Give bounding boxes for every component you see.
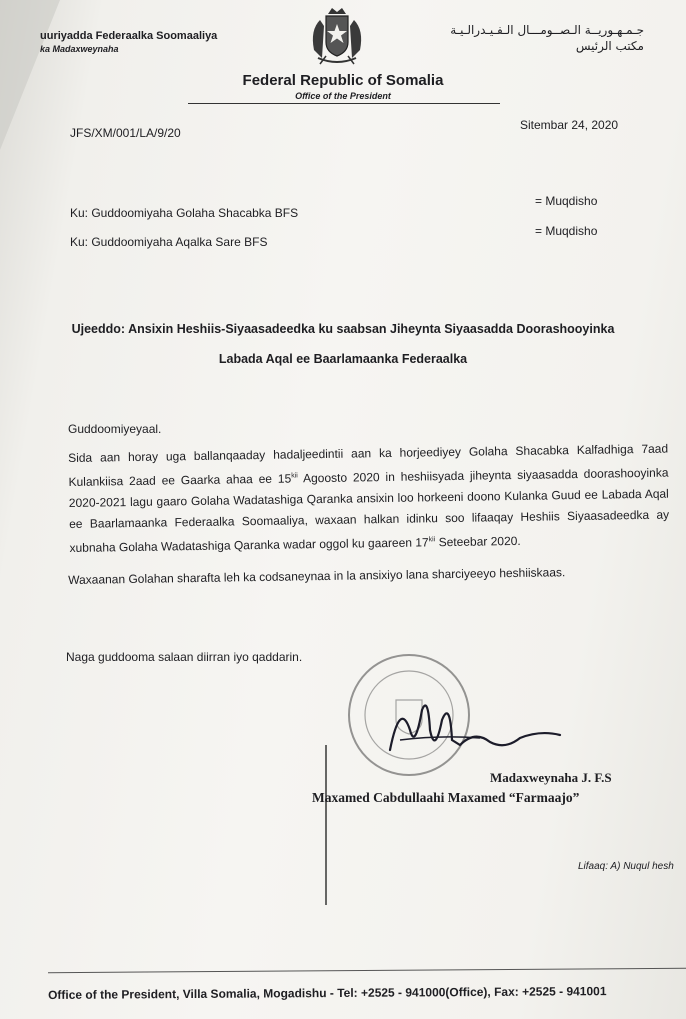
- letterhead-arabic: [450, 22, 644, 54]
- letterhead-rule: [188, 103, 500, 104]
- footer-contact: Office of the President, Villa Somalia, Mogadishu - Tel: +2525 - 941000(Office), Fax: +2525 - 941001: [48, 984, 607, 1002]
- letterhead-arabic-line2: مكتب الرئيس: [575, 39, 644, 53]
- attachment-note: Lifaaq: A) Nuqul hesh: [578, 861, 674, 872]
- staple-mark: [325, 745, 327, 905]
- body-paragraph-2: Waxaanan Golahan sharafta leh ka codsaneynaa in la ansixiyo lana sharciyeeyo heshiiskaas.: [68, 565, 566, 587]
- recipient-1: Ku: Guddoomiyaha Golaha Shacabka BFS: [70, 206, 299, 220]
- letterhead-somali: [40, 30, 217, 56]
- closing-line: Naga guddooma salaan diirran iyo qaddarin.: [66, 650, 303, 664]
- recipient-1-city: = Muqdisho: [535, 194, 598, 208]
- paragraph-1-part-a: Sida aan horay uga ballanqaaday hadaljeedintii aan ka horjeediyey Golaha Shacabka Kalfadhiga 7aad Kulankiisa 2aad ee Gaarka ahaa ee 15: [68, 441, 669, 489]
- recipient-2-city: = Muqdisho: [535, 224, 598, 238]
- letter-date: Sitembar 24, 2020: [520, 118, 619, 132]
- paragraph-1-part-b: Agoosto 2020 in heshiisyada jiheynta siyaasadda doorashooyinka 2020-2021 lagu gaaro Golaha Wadatashiga Qaranka ansixin loo horkeeni doono Kulanka Guud ee Labada Aqal ee Baarlamaanka Federaalka Soomaaliya, waxaan halkan idinku soo lifaaqay Heshiis Siyaasadeedka ay xubnaha Golaha Wadatashiga Qaranka wadar oggol ku gaareen 17: [68, 465, 670, 555]
- letterhead-office: Office of the President: [295, 91, 391, 101]
- body-paragraph-1: [68, 439, 670, 559]
- paragraph-1-part-c: Seteebar 2020.: [435, 533, 521, 550]
- ordinal-suffix-1: kii: [291, 472, 298, 480]
- letterhead-somali-line2: ka Madaxweynaha: [40, 44, 119, 54]
- reference-number: JFS/XM/001/LA/9/20: [70, 126, 181, 140]
- subject-line-2: Labada Aqal ee Baarlamaanka Federaalka: [218, 352, 468, 366]
- letterhead-somali-line1: uuriyadda Federaalka Soomaaliya: [40, 30, 218, 42]
- footer-rule: [48, 968, 686, 973]
- letterhead-arabic-line1: جـمـهـوريــة الـصــومـــال الـفـيـدرالـيـة: [450, 23, 644, 37]
- coat-of-arms-icon: [296, 6, 378, 68]
- letterhead-title: Federal Republic of Somalia: [242, 72, 444, 89]
- ordinal-suffix-2: kii: [428, 536, 436, 544]
- handwritten-signature-icon: [380, 690, 570, 770]
- signer-title: Madaxweynaha J. F.S: [490, 770, 612, 785]
- recipient-2: Ku: Guddoomiyaha Aqalka Sare BFS: [70, 235, 268, 249]
- subject-line-1: Ujeeddo: Ansixin Heshiis-Siyaasadeedka ku saabsan Jiheynta Siyaasadda Doorashooyinka: [71, 322, 615, 336]
- signer-name: Maxamed Cabdullaahi Maxamed “Farmaajo”: [312, 790, 580, 805]
- salutation: Guddoomiyeyaal.: [68, 422, 162, 436]
